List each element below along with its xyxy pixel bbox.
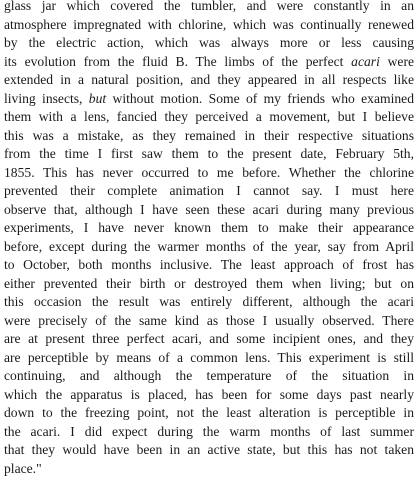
text-line: continuing, and although the temperature of the situation in — [4, 367, 414, 386]
text-line: that they would have been in an active state, but this has not taken — [4, 441, 414, 460]
text-line: are perceptible by means of a common lens. This experiment is still — [4, 349, 414, 368]
text-line: from the time I first saw them to the present date, February 5th, — [4, 145, 414, 164]
text-line: glass jar which covered the tumbler, and were constantly in an — [4, 0, 414, 16]
text-line: this was a mistake, as they remained in their respective situations — [4, 127, 414, 146]
text-line: experiments, I have never known them to make their appearance — [4, 219, 414, 238]
text-line: either prevented their birth or destroyed them when living; but on — [4, 275, 414, 294]
text-line: the acari. I did expect during the warm months of last summer — [4, 423, 414, 442]
text-line: were precisely of the same kind as those I usually observed. There — [4, 312, 414, 331]
text-line: extended in a natural position, and they appeared in all respects like — [4, 71, 414, 90]
text-line: 1855. This has never occurred to me before. Whether the chlorine — [4, 164, 414, 183]
text-line: down to the freezing point, not the least alteration is perceptible in — [4, 404, 414, 423]
text-line: to October, both months inclusive. The least approach of frost has — [4, 256, 414, 275]
text-line: this occasion the result was entirely different, although the acari — [4, 293, 414, 312]
text-line: observe that, although I have seen these acari during many previous — [4, 201, 414, 220]
text-line: them with a lens, fancied they perceived a movement, but I believe — [4, 108, 414, 127]
document-page — [4, 0, 414, 444]
text-line: place." — [4, 460, 414, 478]
text-line: are at present three perfect acari, and some incipient ones, and they — [4, 330, 414, 349]
text-line: before, except during the warmer months of the year, say from April — [4, 238, 414, 257]
text-line: its evolution from the fluid B. The limbs of the perfect acari were — [4, 53, 414, 72]
text-line: atmosphere impregnated with chlorine, which was continually renewed — [4, 16, 414, 35]
text-line: by the electric action, which was always more or less causing — [4, 34, 414, 53]
text-line: living insects, but without motion. Some of my friends who examined — [4, 90, 414, 109]
text-line: prevented their complete animation I cannot say. I must here — [4, 182, 414, 201]
text-line: which the apparatus is placed, has been for some days past nearly — [4, 386, 414, 405]
